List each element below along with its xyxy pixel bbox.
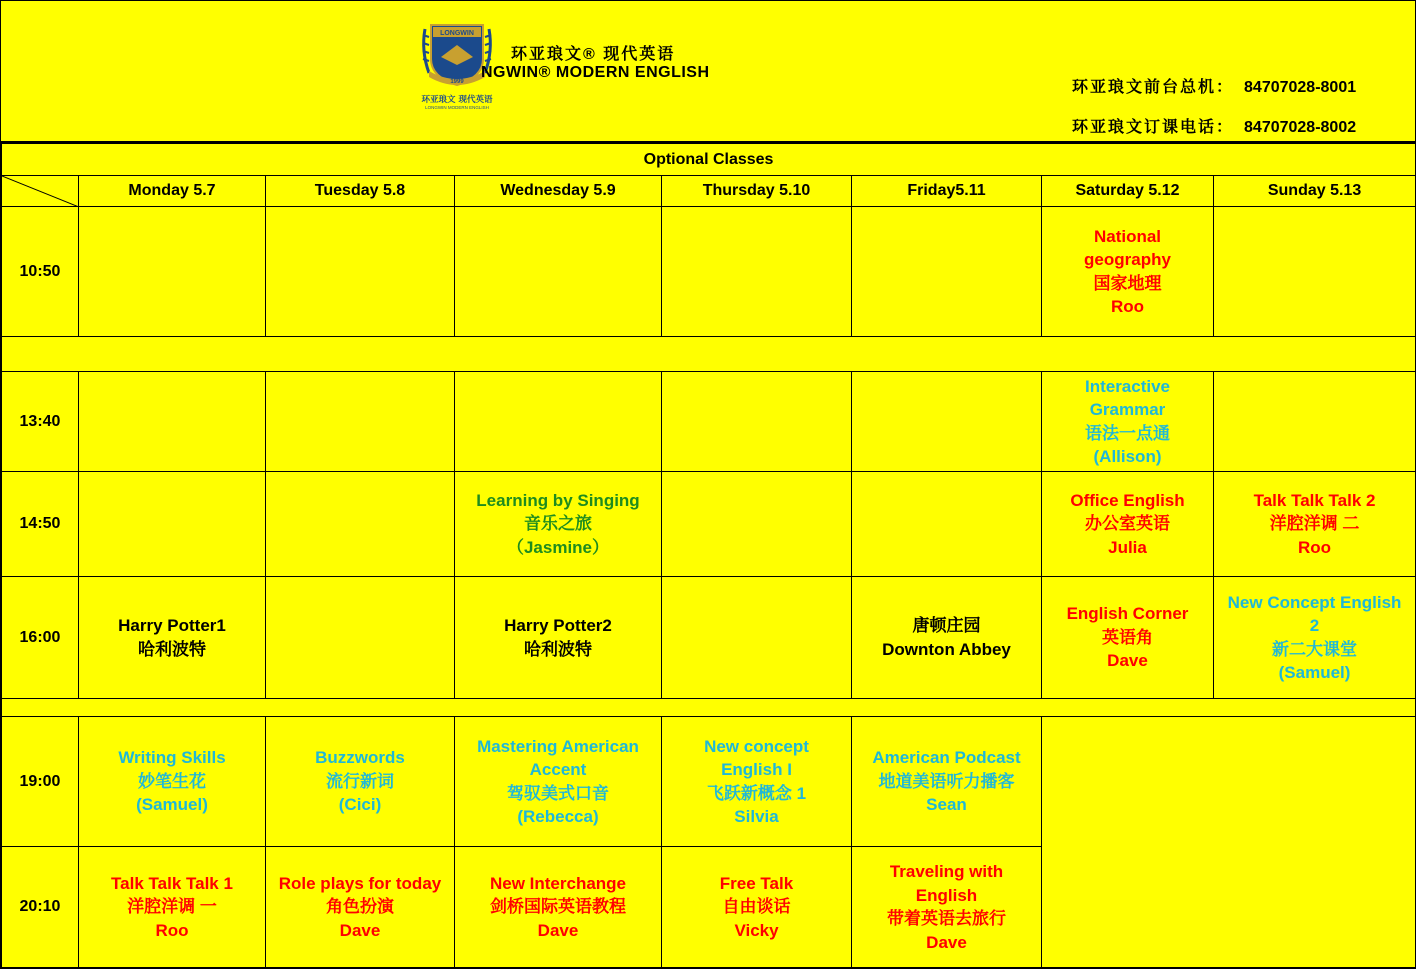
class-line: Grammar <box>1089 400 1166 419</box>
class-line: New Concept English <box>1227 592 1402 612</box>
class-line: 洋腔洋调 二 <box>1269 514 1360 534</box>
time-slot: 14:50 <box>2 472 79 577</box>
class-cell <box>852 847 1042 968</box>
class-line: 办公室英语 <box>1085 514 1170 534</box>
class-cell <box>455 577 662 699</box>
day-header: Wednesday 5.9 <box>455 176 662 207</box>
contact-label: 环亚琅文前台总机： <box>1072 79 1235 96</box>
brand-name-en: NGWIN® MODERN ENGLISH <box>481 64 710 81</box>
class-line: (Samuel) <box>136 795 208 815</box>
empty-slot <box>79 472 266 577</box>
class-line: (Allison) <box>1093 447 1162 466</box>
class-cell <box>1042 207 1214 337</box>
class-line: (Samuel) <box>1278 663 1351 682</box>
empty-slot <box>79 207 266 337</box>
class-line: New Interchange <box>489 873 627 893</box>
contact-label: 环亚琅文订课电话： <box>1072 119 1235 136</box>
class-line: New concept <box>704 736 809 756</box>
empty-slot <box>266 472 455 577</box>
class-line: 地道美语听力播客 <box>878 771 1015 791</box>
contact-reception <box>1072 74 1356 97</box>
svg-text:LONGWIN MODERN ENGLISH: LONGWIN MODERN ENGLISH <box>425 105 489 110</box>
time-slot: 10:50 <box>2 207 79 337</box>
class-line: English I <box>721 760 792 779</box>
empty-slot <box>1042 717 1416 968</box>
time-slot: 16:00 <box>2 577 79 699</box>
class-line: American Podcast <box>872 748 1021 768</box>
class-line: Silvia <box>734 807 779 826</box>
svg-text:1999: 1999 <box>450 79 464 85</box>
contact-number: 84707028-8001 <box>1244 79 1357 96</box>
svg-text:环亚琅文 现代英语: 环亚琅文 现代英语 <box>421 95 493 105</box>
class-line: Interactive <box>1084 376 1171 396</box>
class-cell <box>79 847 266 968</box>
class-line: Julia <box>1108 537 1147 557</box>
class-cell <box>455 847 662 968</box>
schedule-table <box>1 143 1416 968</box>
schedule-title: Optional Classes <box>2 144 1416 176</box>
contact-booking <box>1072 114 1356 137</box>
class-cell <box>1042 472 1214 577</box>
contact-number: 84707028-8002 <box>1244 119 1357 136</box>
class-line: Harry Potter1 <box>118 616 226 635</box>
day-header: Tuesday 5.8 <box>266 176 455 207</box>
class-line: Dave <box>339 920 381 940</box>
class-cell <box>79 577 266 699</box>
day-header: Friday5.11 <box>852 176 1042 207</box>
class-cell <box>1042 577 1214 699</box>
class-line: 飞跃新概念 1 <box>706 783 807 803</box>
empty-slot <box>79 372 266 472</box>
empty-slot <box>662 577 852 699</box>
class-line: Downton Abbey <box>882 639 1011 659</box>
class-line: Dave <box>1107 651 1148 671</box>
class-line: geography <box>1084 250 1171 269</box>
empty-slot <box>1214 372 1416 472</box>
time-slot: 13:40 <box>2 372 79 472</box>
class-line: Harry Potter2 <box>504 616 612 635</box>
class-line: 剑桥国际英语教程 <box>490 897 626 917</box>
class-line: English <box>915 885 978 905</box>
empty-slot <box>662 207 852 337</box>
class-line: Role plays for today <box>278 873 442 893</box>
class-line: 2 <box>1309 616 1320 635</box>
empty-slot <box>852 207 1042 337</box>
class-line: 自由谈话 <box>722 897 791 917</box>
class-line: Roo <box>155 920 189 940</box>
empty-slot <box>266 207 455 337</box>
class-line: Writing Skills <box>118 748 226 768</box>
class-cell <box>1214 472 1416 577</box>
class-line: 妙笔生花 <box>138 771 206 791</box>
day-header: Sunday 5.13 <box>1214 176 1416 207</box>
empty-slot <box>455 207 662 337</box>
svg-text:LONGWIN: LONGWIN <box>440 30 474 37</box>
class-line: Buzzwords <box>315 748 405 768</box>
empty-slot <box>266 577 455 699</box>
day-header: Saturday 5.12 <box>1042 176 1214 207</box>
class-line: 带着英语去旅行 <box>887 909 1006 928</box>
class-line: Mastering American <box>477 736 639 756</box>
class-line: 角色扮演 <box>326 897 394 917</box>
class-cell <box>662 847 852 968</box>
class-line: Accent <box>529 760 587 779</box>
class-line: 英语角 <box>1102 627 1153 647</box>
class-line: Traveling with <box>889 862 1004 881</box>
brand-name-cn: 环亚琅文® 现代英语 <box>511 46 676 63</box>
class-line: Talk Talk Talk 1 <box>111 873 233 893</box>
class-cell <box>266 717 455 847</box>
class-cell <box>79 717 266 847</box>
empty-slot <box>266 372 455 472</box>
class-line: （Jasmine） <box>506 537 610 557</box>
class-line: 国家地理 <box>1093 273 1162 293</box>
class-cell <box>1214 577 1416 699</box>
class-cell <box>455 472 662 577</box>
class-line: 音乐之旅 <box>524 514 592 534</box>
class-line: 哈利波特 <box>524 639 592 659</box>
class-line: 哈利波特 <box>138 639 206 659</box>
class-line: (Rebecca) <box>517 807 599 826</box>
class-line: 驾驭美式口音 <box>507 783 609 803</box>
class-line: Dave <box>926 932 967 952</box>
class-line: Free Talk <box>719 873 794 893</box>
class-cell <box>852 717 1042 847</box>
class-cell <box>662 717 852 847</box>
empty-slot <box>1214 207 1416 337</box>
class-line: Sean <box>926 795 967 815</box>
class-cell <box>266 847 455 968</box>
class-line: Vicky <box>734 920 779 940</box>
empty-slot <box>662 372 852 472</box>
empty-slot <box>852 372 1042 472</box>
class-line: 新二大课堂 <box>1272 639 1358 659</box>
class-line: Roo <box>1298 537 1332 557</box>
break-row <box>2 337 1416 372</box>
day-header: Monday 5.7 <box>79 176 266 207</box>
class-line: Dave <box>537 920 579 940</box>
empty-slot <box>852 472 1042 577</box>
class-line: 流行新词 <box>326 771 394 791</box>
time-slot: 20:10 <box>2 847 79 968</box>
class-line: 语法一点通 <box>1085 423 1170 443</box>
class-line: National <box>1093 226 1162 246</box>
class-cell <box>455 717 662 847</box>
class-line: Learning by Singing <box>476 490 640 510</box>
corner-cell <box>2 176 79 207</box>
class-cell <box>852 577 1042 699</box>
class-line: Talk Talk Talk 2 <box>1253 490 1376 510</box>
class-cell <box>1042 372 1214 472</box>
header <box>1 1 1415 143</box>
class-line: English Corner <box>1066 604 1189 624</box>
class-line: 洋腔洋调 一 <box>127 897 217 917</box>
empty-slot <box>662 472 852 577</box>
class-line: Office English <box>1070 490 1185 510</box>
class-line: Roo <box>1110 297 1145 316</box>
time-slot: 19:00 <box>2 717 79 847</box>
class-line: (Cici) <box>338 795 382 815</box>
day-header: Thursday 5.10 <box>662 176 852 207</box>
empty-slot <box>455 372 662 472</box>
class-line: 唐顿庄园 <box>912 616 981 635</box>
break-row <box>2 699 1416 717</box>
